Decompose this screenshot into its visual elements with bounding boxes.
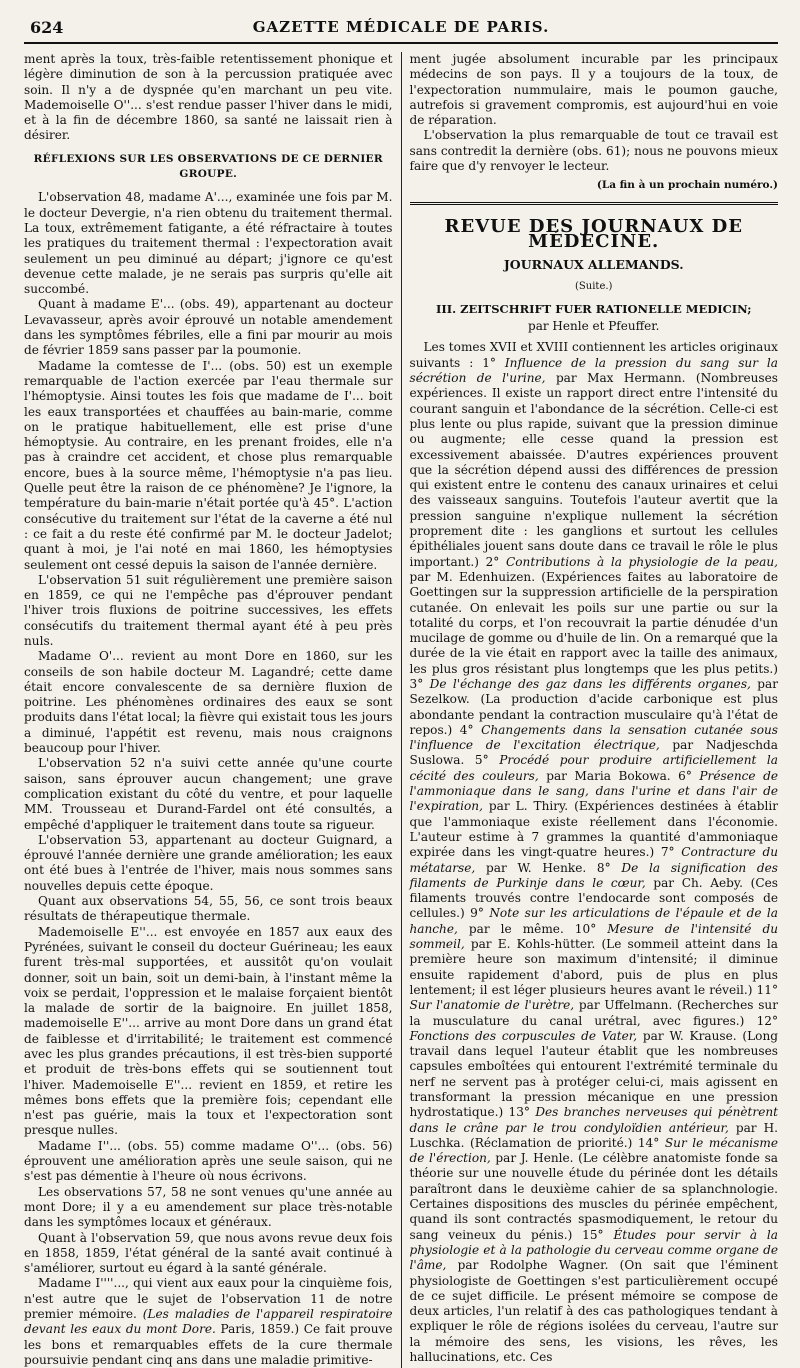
paragraph [410, 340, 779, 1365]
article-title: Procédé pour produire artificiellement la cécité des couleurs, [409, 753, 778, 783]
page-header [24, 12, 778, 44]
right-column [402, 52, 779, 1368]
section-divider [410, 202, 779, 205]
text-run: par Uffelmann. (Recherches sur la musculature du canal urétral, avec figures.) 12° [409, 998, 779, 1028]
article-title: Mesure de l'intensité du sommeil, [409, 921, 779, 952]
paragraph: Madame la comtesse de I'... (obs. 50) est un exemple remarquable de l'action exercée par l'eau thermale sur l'hémoptysie. Ainsi toutes les fois que madame de I'... boit les eaux transportées et chauffées au bain-marie, comme on le pratique habituellement, elle est prise d'une hémoptysie. Au contraire, en les prenant froides, elle n'a pas à craindre cet accident, et chose plus remarquable encore, bues à la source même, l'hémoptysie n'a pas lieu. Quelle peut être la raison de ce phénomène? Je l'ignore, la température du bain-marie n'était portée qu'à 45°. L'action consécutive du traitement sur l'état de la caverne a été nul : ce fait a du reste été confirmé par M. le docteur Jadelot; quant à moi, je l'ai noté en mai 1860, les hémoptysies seulement ont cessé depuis la saison de l'année dernière. [24, 358, 393, 572]
journal-section-authors: par Henle et Pfeuffer. [528, 319, 660, 334]
paragraph: L'observation la plus remarquable de tout ce travail est sans contredit la dernière (obs. 61); nous ne pouvons mieux faire que d'y renvoyer le lecteur. [409, 128, 778, 174]
columns [24, 52, 778, 1368]
text-run: Les tomes XVII et XVIII contiennent les articles originaux suivants : 1° [409, 340, 778, 370]
paragraph: L'observation 53, appartenant au docteur Guignard, a éprouvé l'année dernière une grande amélioration; les eaux ont été bues à l'entrée de l'hiver, mais nous sommes sans nouvelles depuis cette époque. [24, 832, 393, 893]
text-run: par Maria Bokowa. 6° [538, 768, 700, 783]
article-title: Changements dans la sensation cutanée sous l'influence de l'excitation électrique, [409, 722, 778, 753]
page-number: 624 [30, 18, 64, 37]
paragraph: Quant à madame E'... (obs. 49), appartenant au docteur Levavasseur, après avoir éprouvé un notable amendement dans les symptômes fébriles, elle a fini par mourir au mois de février 1859 sans passer par la poumonie. [24, 297, 393, 358]
text-run: par J. Henle. (Le célèbre anatomiste fonde sa théorie sur une nouvelle étude du périnée dont les détails paraîtront dans le deuxième cahier de sa splanchnologie. Certaines dispositions des muscles du périnée empêchent, quand ils sont contractés spasmodiquement, le retour du sang veineux du pénis.) 15° [409, 1151, 778, 1242]
text-run: par M. Edenhuizen. (Expériences faites au laboratoire de Goettingen sur la suppression artificielle de la perspiration cutanée. On enlevait les poils sur une partie ou sur la totalité du corps, et l'on recouvrait la partie dénudée d'un mucilage de gomme ou d'huile de lin. On a remarqué que la durée de la vie était en rapport avec la taille des animaux, les plus gros résistant plus longtemps que les plus petits.) 3° [409, 569, 778, 691]
paragraph: Les observations 57, 58 ne sont venues qu'une année au mont Dore; il y a eu amendement sur place très-notable dans les symptômes locaux et généraux. [24, 1184, 393, 1230]
article-title: Des branches nerveuses qui pénètrent dans le crâne par le trou condyloïdien antérieur, [409, 1105, 778, 1135]
paragraph: L'observation 52 n'a suivi cette année qu'une courte saison, sans éprouver aucun changement; une grave complication existant du côté du ventre, et pour laquelle MM. Trousseau et Durand-Fardel ont été consultés, a empêché d'appliquer le traitement dans toute sa rigueur. [24, 756, 393, 832]
revue-title: REVUE DES JOURNAUX DE MÉDECINE. [444, 215, 743, 252]
paragraph: Madame O'... revient au mont Dore en 1860, sur les conseils de son habile docteur M. Lagandré; cette dame était encore convalescente de sa dernière fluxion de poitrine. Les phénomènes ordinaires des eaux se sont produits dans l'état local; la fièvre qui existait tous les jours a diminué, l'appétit est revenu, mais nous craignons beaucoup pour l'hiver. [24, 649, 393, 756]
citation: (Les maladies de l'appareil respiratoire devant les eaux du mont Dore. [24, 1307, 393, 1337]
text-run: par W. Henke. 8° [475, 860, 622, 875]
continued-note: (La fin à un prochain numéro.) [596, 179, 778, 192]
text-run: par le même. 10° [457, 921, 608, 936]
paragraph: L'observation 51 suit régulièrement une première saison en 1859, ce qui ne l'empêche pas d'éprouver pendant l'hiver trois fluxions de poitrine successives, les effets consécutifs du traitement thermal ayant été à peu près nuls. [24, 572, 393, 648]
article-title: Note sur les articulations de l'épaule et de la hanche, [409, 906, 778, 936]
text-run: par Sezelkow. (La production d'acide carbonique est plus abondante pendant la contraction musculaire qu'à l'état de repos.) 4° [409, 676, 779, 737]
article-title: Sur le mécanisme de l'érection, [409, 1135, 778, 1166]
article-title: De l'échange des gaz dans les différents organes, [429, 676, 751, 691]
section-heading: RÉFLEXIONS SUR LES OBSERVATIONS DE CE DERNIER GROUPE. [33, 152, 383, 181]
paragraph: Mademoiselle E''... est envoyée en 1857 aux eaux des Pyrénées, suivant le conseil du docteur Guérineau; les eaux furent très-mal supportées, et aussitôt qu'on voulait donner, soit un bain, soit un demi-bain, à l'instant même la voix se perdait, l'oppression et le malaise forçaient bientôt la malade de sortir de la baignoire. En juillet 1858, mademoiselle E''... arrive au mont Dore dans un grand état de faiblesse et d'irritabilité; le traitement est commencé avec les plus grandes précautions, il est très-bien supporté et produit de très-bons effets qui se soutiennent tout l'hiver. Mademoiselle E''... revient en 1859, et retire les mêmes bons effets que la première fois; cependant elle n'est pas guérie, mais la toux et l'expectoration sont presque nulles. [24, 924, 393, 1138]
revue-subtitle: JOURNAUX ALLEMANDS. [503, 257, 684, 273]
article-title: Présence de l'ammoniaque dans le sang, dans l'urine et dans l'air de l'expiration, [409, 768, 778, 814]
suite-label: (Suite.) [575, 280, 613, 292]
text-run: par E. Kohls-hütter. (Le sommeil atteint dans la première heure son maximum d'intensité; il diminue ensuite rapidement d'abord, puis de plus en plus lentement; il est léger plusieurs heures avant le réveil.) 11° [409, 937, 778, 997]
text-run: Paris, 1859.) Ce fait prouve les bons et remarquables effets de la cure thermale poursuivie pendant cinq ans dans une maladie primitive- [24, 1322, 393, 1367]
article-title: Contracture du métatarse, [409, 845, 778, 875]
journal-title: GAZETTE MÉDICALE DE PARIS. [252, 18, 550, 36]
article-title: Contributions à la physiologie de la peau, [506, 554, 778, 569]
article-title: De la signification des filaments de Purkinje dans le cœur, [409, 860, 778, 890]
article-title: Études pour servir à la physiologie et à la pathologie du cerveau comme organe de l'âme, [409, 1227, 779, 1273]
article-title: Fonctions des corpuscules de Vater, [409, 1028, 638, 1043]
paragraph: ment jugée absolument incurable par les principaux médecins de son pays. Il y a toujours de la toux, de l'expectoration nummulaire, mais le poumon gauche, autrefois si gravement compromis, est aujourd'hui en voie de réparation. [409, 52, 778, 128]
article-title: Sur l'anatomie de l'urètre, [409, 998, 575, 1013]
text-run: par W. Krause. (Long travail dans lequel l'auteur établit que les nombreuses capsules emboîtées qui entourent l'extrémité terminale du nerf ne servent pas à protéger celui-ci, mais agissent en transformant la pression mécanique en une pression hydrostatique.) 13° [409, 1028, 778, 1120]
text-run: par Nadjeschda Suslowa. 5° [409, 738, 778, 768]
paragraph: Madame I''... (obs. 55) comme madame O''... (obs. 56) éprouvent une amélioration après une seule saison, qui ne s'est pas démentie à l'heure où nous écrivons. [24, 1138, 393, 1184]
text-run: par H. Luschka. (Réclamation de priorité.) 14° [409, 1120, 778, 1150]
left-column [24, 52, 402, 1368]
text-run: par Max Hermann. (Nombreuses expériences. Il existe un rapport direct entre l'intensité du courant sanguin et l'abondance de la sécrétion. Celle-ci est plus lente ou plus rapide, suivant que la pression diminue ou augmente; elle cesse quand la pression est excessivement abaissée. D'autres expériences prouvent que la sécrétion dépend aussi des différences de pression qui existent entre le contenu des canaux urinaires et celui des vaisseaux sanguins. Toutefois l'auteur avertit que la pression sanguine n'explique nullement la sécrétion proprement dite : les ganglions et surtout les cellules épithéliales jouent sans doute dans ce travail le rôle le plus important.) 2° [409, 371, 778, 569]
text-run: par Rodolphe Wagner. (On sait que l'éminent physiologiste de Goettingen s'est particulièrement occupé de ce sujet difficile. Le présent mémoire se compose de deux articles, l'un relatif à des cas pathologiques tendant à expliquer le rôle de régions isolées du cerveau, l'autre sur la mémoire des sens, les visions, les rêves, les hallucinations, etc. Ces [409, 1258, 778, 1365]
text-run: par Ch. Aeby. (Ces filaments trouvés contre l'endocarde sont composés de cellules.) 9° [409, 875, 778, 921]
paragraph: L'observation 48, madame A'..., examinée une fois par M. le docteur Devergie, n'a rien obtenu du traitement thermal. La toux, extrêmement fatigante, a été réfractaire à toutes les pratiques du traitement thermal : l'expectoration avait seulement un peu diminué au départ; j'ignore ce qu'est devenue cette malade, je ne serais pas surpris qu'elle ait succombé. [24, 190, 393, 297]
journal-section-title: III. ZEITSCHRIFT FUER RATIONELLE MEDICIN; [436, 301, 752, 316]
text-run: Madame I''''..., qui vient aux eaux pour la cinquième fois, n'est autre que le sujet de l'observation 11 de notre premier mémoire. [24, 1276, 393, 1322]
paragraph: Quant aux observations 54, 55, 56, ce sont trois beaux résultats de thérapeutique thermale. [24, 894, 393, 924]
text-run: par L. Thiry. (Expériences destinées à établir que l'ammoniaque existe réellement dans l'économie. L'auteur estime à 7 grammes la quantité d'ammoniaque expirée dans les vingt-quatre heures.) 7° [409, 799, 778, 860]
paragraph: ment après la toux, très-faible retentissement phonique et légère diminution de son à la percussion pratiquée avec soin. Il n'y a de dyspnée qu'en marchant un peu vite. Mademoiselle O''... s'est rendue passer l'hiver dans le midi, et à la fin de décembre 1860, sa santé ne laissait rien à désirer. [24, 52, 393, 143]
paragraph: Quant à l'observation 59, que nous avons revue deux fois en 1858, 1859, l'état général de la santé avait continué à s'améliorer, surtout eu égard à la santé générale. [24, 1230, 393, 1276]
article-title: Influence de la pression du sang sur la sécrétion de l'urine, [409, 355, 779, 386]
paragraph [24, 1276, 393, 1368]
